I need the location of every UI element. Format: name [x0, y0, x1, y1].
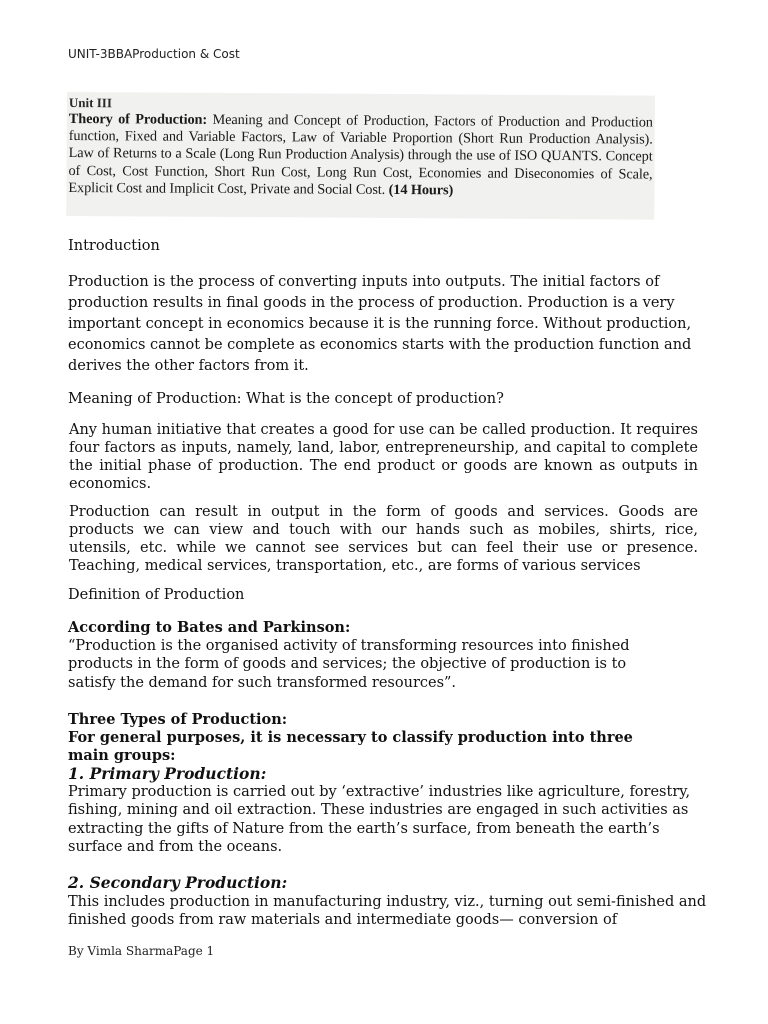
- syllabus-hours: (14 Hours): [388, 181, 454, 199]
- secondary-production-title: 2. Secondary Production:: [68, 873, 288, 892]
- syllabus-theory-label: Theory of Production:: [68, 111, 208, 128]
- introduction-heading: Introduction: [68, 238, 160, 254]
- secondary-production-text: This includes production in manufacturing industry, viz., turning out semi-finished and finished goods from raw materials and intermediate goods— conversion of: [68, 894, 707, 929]
- types-subheading: For general purposes, it is necessary to classify production into three main groups:: [68, 729, 633, 765]
- primary-production-text: Primary production is carried out by ‘extractive’ industries like agriculture, forestry, fishing, mining and oil extraction. These industries are engaged in such activities as extracting the gifts of Nature from the earth’s surface, from beneath the earth’s surface and from the oceans.: [68, 784, 691, 855]
- syllabus-body: Meaning and Concept of Production, Factors of Production and Production function, Fixed and Variable Factors, Law of Variable Proportion (Short Run Production Analysis). Law of Returns to a Scale (Long Run Production Analysis) through the use of ISO QUANTS. Concept of Cost, Cost Function, Short Run Cost, Long Run Cost, Economies and Diseconomies of Scale, Explicit Cost and Implicit Cost, Private and Social Cost.: [68, 111, 653, 198]
- page-footer: By Vimla SharmaPage 1: [68, 944, 215, 958]
- meaning-heading: Meaning of Production: What is the concept of production?: [68, 391, 504, 407]
- meaning-paragraph-1: Any human initiative that creates a good for use can be called production. It requires four factors as inputs, namely, land, labor, entrepreneurship, and capital to complete the initial phase of production. The end product or goods are known as outputs in economics.: [69, 422, 698, 492]
- meaning-paragraph-2: Production can result in output in the form of goods and services. Goods are products we can view and touch with our hands such as mobiles, shirts, rice, utensils, etc. while we cannot see services but can feel their use or presence. Teaching, medical services, transportation, etc., are forms of various services: [69, 504, 698, 574]
- introduction-paragraph: Production is the process of converting inputs into outputs. The initial factors of production results in final goods in the process of production. Production is a very important concept in economics because it is the running force. Without production, economics cannot be complete as economics starts with the production function and derives the other factors from it.: [68, 274, 692, 374]
- definition-quote: “Production is the organised activity of transforming resources into finished products in the form of goods and services; the objective of production is to satisfy the demand for such transformed resources”.: [68, 638, 630, 691]
- page-header: UNIT-3BBAProduction & Cost: [68, 47, 240, 61]
- syllabus-unit-label: Unit III: [68, 95, 112, 111]
- syllabus-text: [68, 111, 653, 201]
- definition-source: According to Bates and Parkinson:: [68, 619, 351, 636]
- definition-heading: Definition of Production: [68, 587, 245, 603]
- syllabus-scan-image: [66, 92, 655, 220]
- types-heading: Three Types of Production:: [68, 711, 288, 728]
- primary-production-title: 1. Primary Production:: [68, 764, 267, 783]
